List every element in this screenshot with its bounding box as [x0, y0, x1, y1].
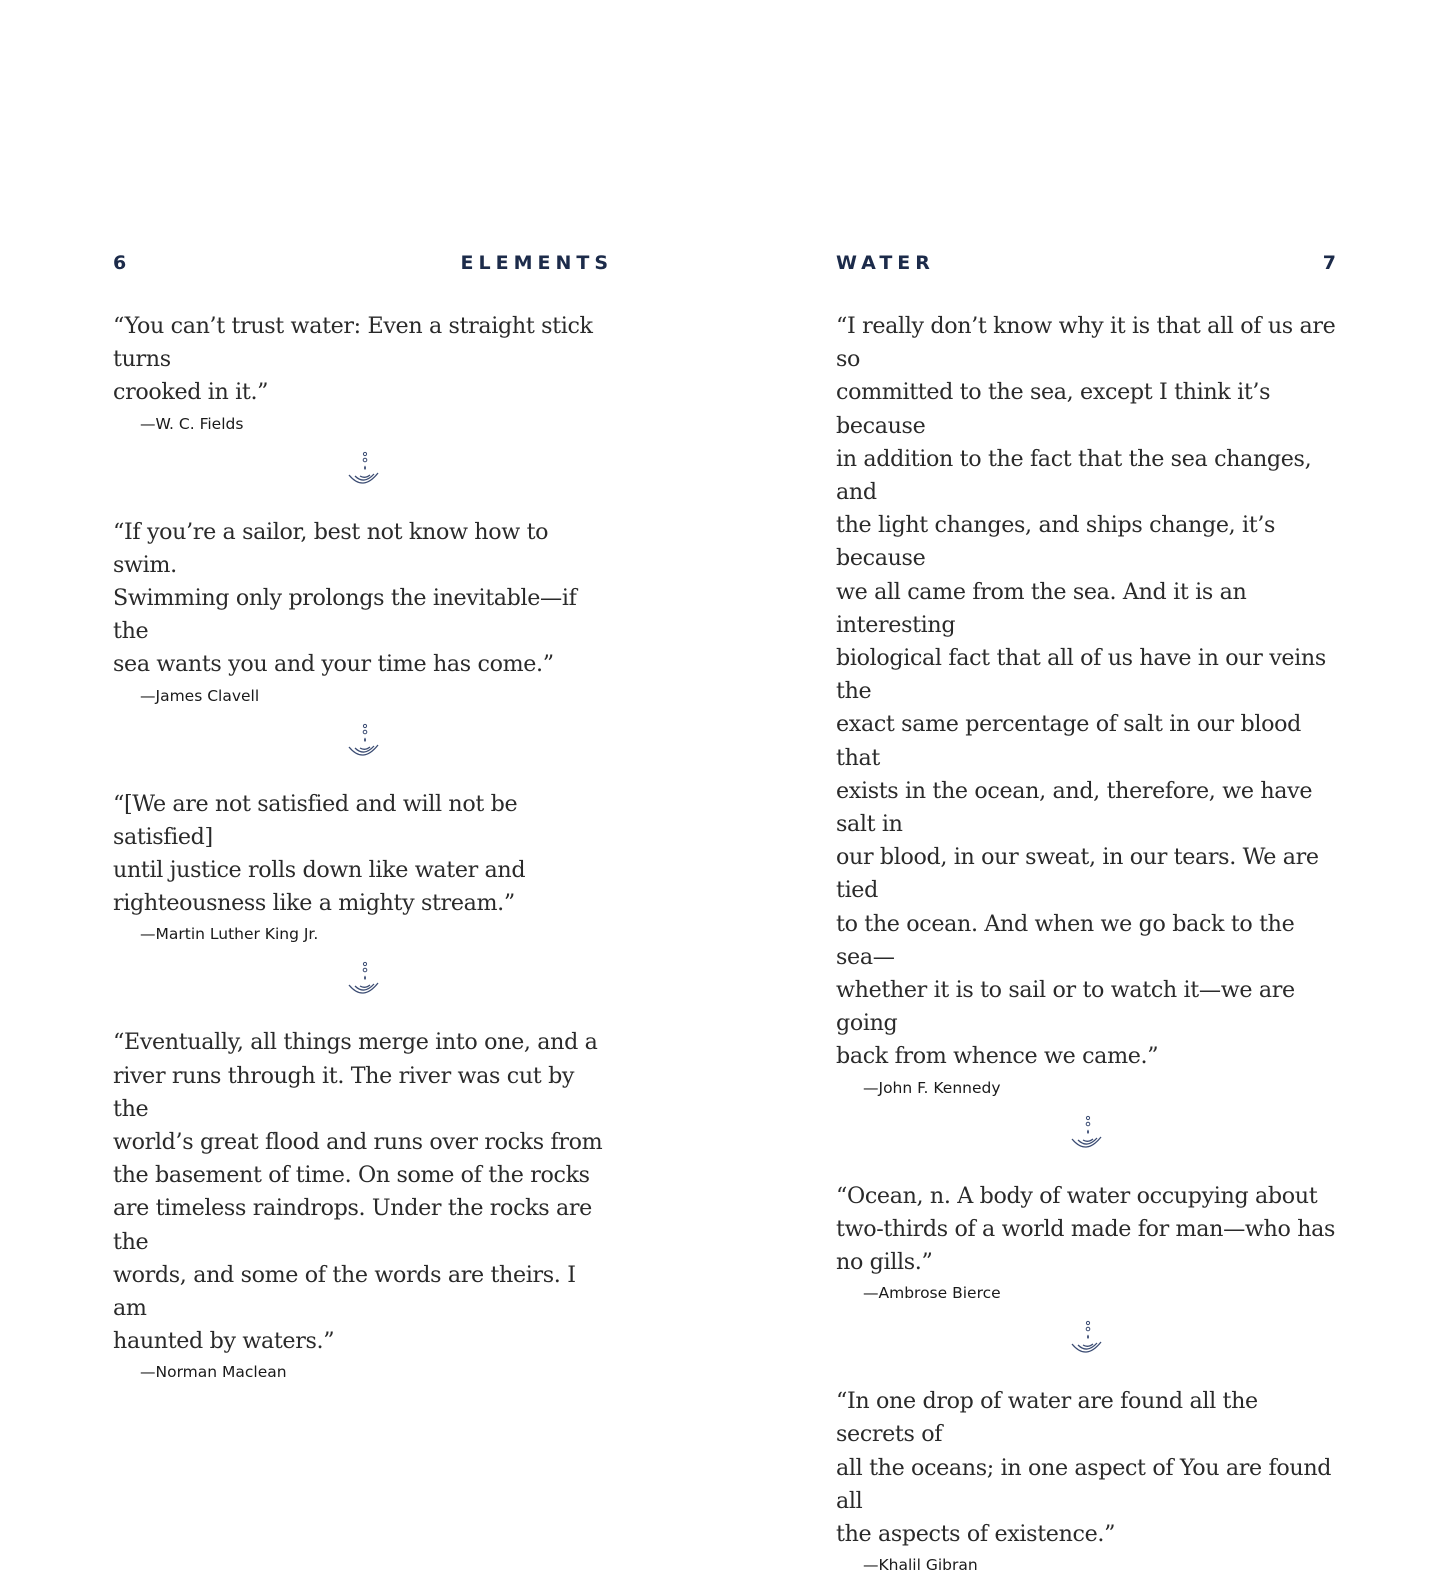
quote-text: “Ocean, n. A body of water occupying about two-thirds of a world made for man—who has no gills.”: [836, 1182, 1336, 1276]
quote-block: [836, 310, 1336, 1098]
quote-block: [113, 310, 613, 434]
quote-text: “I really don’t know why it is that all of us are so committed to the sea, except I think it’s because in addition to the fact that the sea changes, and the light changes, and ships change, it’s because we all came from the sea. And it is an interesting biological fact that all of us have in our veins the exact same percentage of salt in our blood that exists in the ocean, and, therefore, we have salt in our blood, in our sweat, in our tears. We are tied to the ocean. And when we go back to the sea— whether it is to sail or to watch it—we are going back from whence we came.”: [836, 313, 1336, 1070]
quote-block: [113, 1026, 613, 1382]
quote-attribution: —Norman Maclean: [140, 1363, 287, 1382]
quote-block: [113, 516, 613, 706]
right-page-body: [836, 310, 1336, 1575]
water-drop-ripple-icon: [836, 1313, 1336, 1373]
quote-block: [113, 788, 613, 945]
quote-attribution: —Martin Luther King Jr.: [140, 925, 319, 944]
water-drop-ripple-icon: [113, 954, 613, 1014]
page-number: 7: [1322, 252, 1336, 274]
quote-attribution: —W. C. Fields: [140, 414, 244, 433]
quote-attribution: —Khalil Gibran: [863, 1556, 978, 1575]
quote-attribution: —James Clavell: [140, 686, 260, 705]
section-title: ELEMENTS: [460, 252, 613, 274]
quote-block: [836, 1385, 1336, 1575]
quote-text: “In one drop of water are found all the secrets of all the oceans; in one aspect of You are found all the aspects of existence.”: [836, 1388, 1332, 1548]
right-page: [836, 248, 1336, 1575]
left-running-head: [113, 248, 613, 278]
quote-block: [836, 1180, 1336, 1304]
page-number: 6: [113, 252, 127, 274]
water-drop-ripple-icon: [113, 444, 613, 504]
section-title: WATER: [836, 252, 935, 274]
right-running-head: [836, 248, 1336, 278]
water-drop-ripple-icon: [113, 716, 613, 776]
water-drop-ripple-icon: [836, 1108, 1336, 1168]
quote-text: “[We are not satisfied and will not be satisfied] until justice rolls down like water and righteousness like a mighty stream.”: [113, 790, 526, 917]
quote-text: “Eventually, all things merge into one, and a river runs through it. The river was cut by the world’s great flood and runs over rocks from the basement of time. On some of the rocks are timeless raindrops. Under the rocks are the words, and some of the words are theirs. I am haunted by waters.”: [113, 1029, 603, 1355]
left-page: [113, 248, 613, 1382]
quote-attribution: —Ambrose Bierce: [863, 1284, 1001, 1303]
quote-attribution: —John F. Kennedy: [863, 1078, 1001, 1097]
left-page-body: [113, 310, 613, 1382]
quote-text: “You can’t trust water: Even a straight stick turns crooked in it.”: [113, 313, 593, 406]
quote-text: “If you’re a sailor, best not know how to swim. Swimming only prolongs the inevitable—if the sea wants you and your time has come.”: [113, 518, 577, 678]
